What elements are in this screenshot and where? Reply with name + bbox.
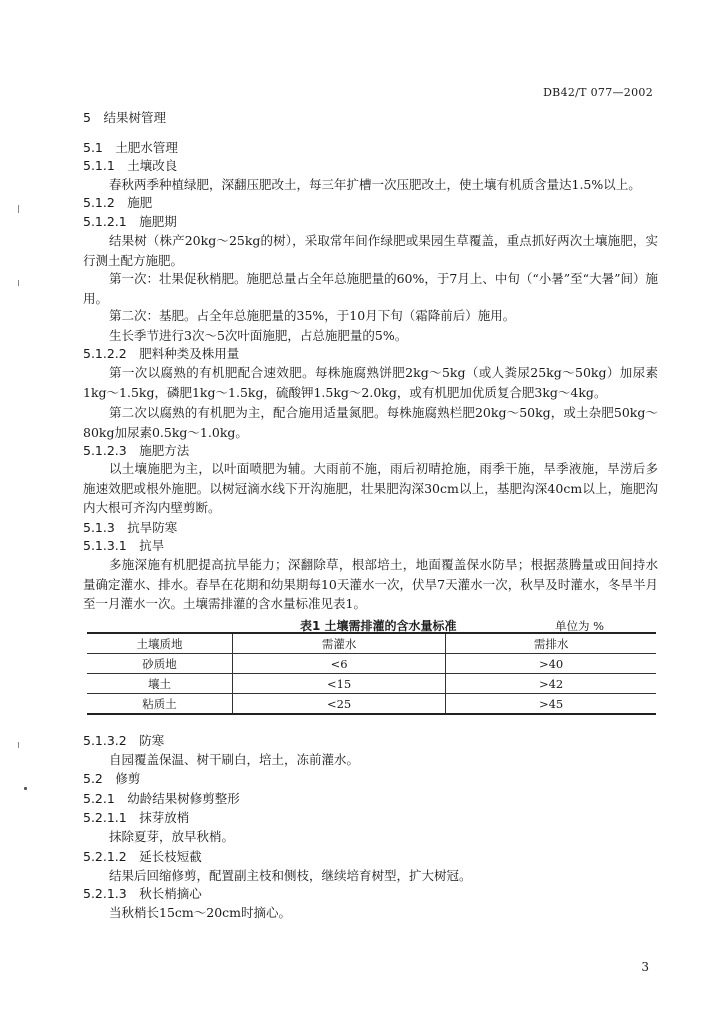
table-cell: 砂质地 (87, 654, 233, 674)
section-heading-5-1-2: 5.1.2 施肥 (83, 195, 153, 210)
section-heading-5-1-3: 5.1.3 抗旱防寒 (83, 520, 178, 535)
paragraph-first-fertilizing: 第一次：壮果促秋梢肥。施肥总量占全年总施肥量的60%，于7月上、中旬（“小暑”至“大暑”间）施用。 (83, 271, 658, 306)
table-caption: 表1 土壤需排灌的含水量标准 (300, 619, 457, 633)
standard-code: DB42/T 077—2002 (543, 86, 653, 99)
table-header-row (87, 633, 656, 654)
paragraph-second-fertilizing: 第二次：基肥。占全年总施肥量的35%，于10月下旬（霜降前后）施用。 (109, 308, 516, 323)
section-heading-5-1-3-2: 5.1.3.2 防寒 (83, 733, 165, 748)
table-cell: <25 (233, 694, 446, 715)
section-heading-5-1-2-1: 5.1.2.1 施肥期 (83, 214, 177, 229)
section-heading-5-1: 5.1 土肥水管理 (83, 140, 178, 155)
section-heading-5-2-1-3: 5.2.1.3 秋长梢摘心 (83, 886, 202, 901)
section-heading-5-2-1: 5.2.1 幼龄结果树修剪整形 (83, 791, 240, 806)
paragraph-cold-protection: 自园覆盖保温、树干刷白，培土，冻前灌水。 (109, 752, 360, 767)
table-cell: <15 (233, 674, 446, 694)
table-cell: <6 (233, 654, 446, 674)
paragraph-bud-removal: 抹除夏芽，放早秋梢。 (109, 829, 235, 844)
paragraph-fertilizing-method: 以土壤施肥为主，以叶面喷肥为辅。大雨前不施，雨后初晴抢施，雨季干施，旱季液施，旱涝后多施速效肥或根外施肥。以树冠滴水线下开沟施肥，壮果肥沟深30cm以上，基肥沟深40cm以上，施肥沟内大根可齐沟内壁剪断。 (83, 461, 658, 515)
table-unit: 单位为 % (555, 619, 605, 633)
section-heading-5-2: 5.2 修剪 (83, 771, 141, 786)
table-cell: >45 (446, 694, 656, 715)
section-heading-5: 5 结果树管理 (83, 110, 166, 125)
paragraph-topping: 当秋梢长15cm～20cm时摘心。 (109, 905, 292, 920)
scan-mark (18, 205, 19, 213)
section-heading-5-2-1-2: 5.2.1.2 延长枝短截 (83, 849, 202, 864)
paragraph-foliar-fertilizing: 生长季节进行3次～5次叶面施肥，占总施肥量的5%。 (109, 328, 408, 343)
section-heading-5-1-3-1: 5.1.3.1 抗旱 (83, 538, 165, 553)
paragraph-fertilizing-period: 结果树（株产20kg～25kg的树），采取常年间作绿肥或果园生草覆盖，重点抓好两次土壤施肥，实行测土配方施肥。 (83, 233, 658, 268)
scan-mark (24, 787, 27, 790)
paragraph-fertilizer-types-2: 第二次以腐熟的有机肥为主，配合施用适量氮肥。每株施腐熟栏肥20kg～50kg，或土杂肥50kg～80kg加尿素0.5kg～1.0kg。 (83, 405, 658, 440)
paragraph-fertilizer-types-1: 第一次以腐熟的有机肥配合速效肥。每株施腐熟饼肥2kg～5kg（或人粪尿25kg～50kg）加尿素1kg～1.5kg，磷肥1kg～1.5kg，硫酸钾1.5kg～2.0kg，或有机肥加优质复合肥3kg～4kg。 (83, 365, 658, 400)
table-row (87, 674, 656, 694)
table-cell: 壤土 (87, 674, 233, 694)
section-heading-5-1-2-3: 5.1.2.3 施肥方法 (83, 443, 190, 458)
paragraph-shoot-cutting: 结果后回缩修剪，配置副主枝和侧枝，继续培育树型，扩大树冠。 (109, 868, 472, 883)
section-heading-5-1-1: 5.1.1 土壤改良 (83, 158, 178, 173)
table-row (87, 694, 656, 715)
table-cell: >40 (446, 654, 656, 674)
table-cell: >42 (446, 674, 656, 694)
section-heading-5-1-2-2: 5.1.2.2 肥料种类及株用量 (83, 346, 240, 361)
paragraph-drought-resistance: 多施深施有机肥提高抗旱能力；深翻除草，根部培土，地面覆盖保水防旱；根据蒸腾量或田间持水量确定灌水、排水。春旱在花期和幼果期每10天灌水一次，伏旱7天灌水一次，秋旱及时灌水，冬旱半月至一月灌水一次。土壤需排灌的含水量标准见表1。 (83, 557, 658, 611)
header-soil-texture: 土壤质地 (87, 633, 233, 654)
scan-mark (18, 742, 19, 748)
water-content-table (87, 632, 656, 715)
table-row (87, 654, 656, 674)
scan-mark (18, 280, 19, 286)
header-need-irrigation: 需灌水 (233, 633, 446, 654)
paragraph-soil-improvement: 春秋两季种植绿肥，深翻压肥改土，每三年扩槽一次压肥改土，使土壤有机质含量达1.5%以上。 (109, 177, 641, 192)
header-need-drainage: 需排水 (446, 633, 656, 654)
table-cell: 粘质土 (87, 694, 233, 715)
page-number: 3 (641, 960, 649, 974)
section-heading-5-2-1-1: 5.2.1.1 抹芽放梢 (83, 810, 190, 825)
